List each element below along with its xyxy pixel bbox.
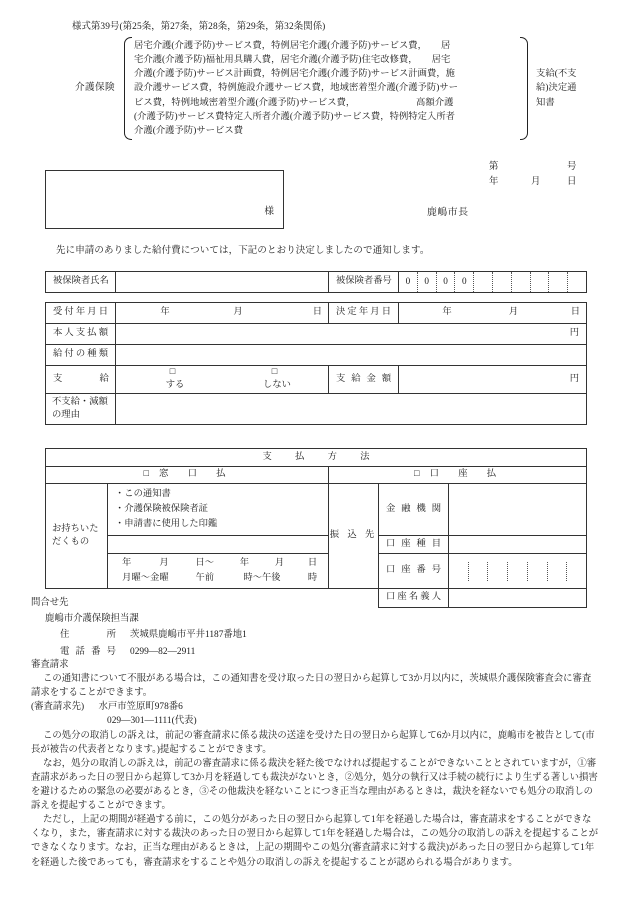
contact-address-value: 茨城県鹿嶋市平井1187番地1: [130, 630, 247, 641]
payment-options: [116, 366, 329, 394]
payment-method-header-row: [46, 449, 587, 467]
appeal-destination-label: (審査請求先): [31, 702, 85, 713]
appeal-paragraph-3: なお，処分の取消しの訴えは，前記の審査請求に係る裁決を経た後でなければ提起することができないこととされていますが，①審査請求があった日の翌日から起算して3か月を経過しても裁決がないとき，②処分，処分の執行又は手続の続行により生ずる著しい損害を避けるための緊急の必要があるとき，③その他裁決を経ないことにつき正当な理由があるときは，裁決を経ないでも処分の取消しの訴えを提起することができます。: [31, 758, 598, 812]
account-number-cell[interactable]: [488, 562, 508, 581]
contact-department: 鹿嶋市介護保険担当課: [45, 614, 139, 625]
appeal-section: [31, 658, 599, 870]
insurance-type-label: 介護保険: [75, 82, 115, 94]
benefit-type-label: 給付の種類: [46, 345, 116, 366]
account-number-cell[interactable]: [469, 562, 489, 581]
account-number-cell[interactable]: [548, 562, 568, 581]
checkbox-icon[interactable]: □: [271, 367, 278, 377]
transfer-destination-label: 振 込 先: [329, 484, 379, 589]
period-month-1: 月: [159, 558, 169, 569]
insured-number-cell[interactable]: [549, 272, 568, 292]
document-title: [528, 67, 588, 109]
benefit-line: 居宅介護(介護予防)サービス費，特例居宅介護(介護予防)サービス費， 居: [134, 41, 451, 51]
table-row-payment: [46, 366, 587, 394]
account-number-cells[interactable]: [449, 554, 587, 589]
receipt-date-year: 年: [160, 307, 170, 318]
account-number-cell[interactable]: [567, 562, 586, 581]
account-number-cell[interactable]: [449, 562, 469, 581]
insured-number-label: 被保険者番号: [329, 272, 399, 293]
payment-amount-unit: 円: [569, 373, 579, 384]
benefit-types-text: [134, 39, 519, 138]
date-day-label: 日: [567, 176, 577, 187]
contact-phone-label: 電話番号: [60, 646, 116, 657]
contact-section: [31, 595, 247, 660]
table-row-benefit-type: [46, 345, 587, 366]
date-year-label: 年: [489, 176, 499, 187]
insured-number-cells[interactable]: [399, 272, 587, 293]
payment-method-options-row: [46, 467, 587, 484]
payment-option-no-label: しない: [263, 380, 291, 391]
period-month-2: 月: [274, 558, 285, 569]
decision-date-month: 月: [508, 307, 519, 318]
payment-period-line1: [108, 556, 328, 571]
bring-items-label: [46, 484, 108, 589]
table-row-insured: [46, 272, 587, 293]
document-number-row: [489, 160, 593, 175]
table-row-bring-items: [46, 484, 587, 536]
appeal-destination-phone: 029—301—1111(代表): [107, 716, 197, 727]
account-number-label: 口 座 番 号: [379, 554, 449, 589]
period-year-2: 年: [239, 558, 250, 569]
benefit-types-brace: [124, 36, 528, 141]
document-title-line: 給)決定通: [536, 83, 577, 94]
self-payment-value[interactable]: [116, 324, 587, 345]
document-title-line: 知書: [536, 97, 555, 108]
bring-item: ・介護保険被保険者証: [115, 504, 208, 515]
table-row-period: [46, 554, 587, 589]
contact-heading: 問合せ先: [31, 598, 69, 608]
document-number-prefix: 第: [489, 162, 499, 172]
self-payment-unit: 円: [569, 328, 579, 339]
period-am: 午前: [195, 573, 215, 584]
receipt-date-day: 日: [312, 307, 322, 318]
issuer-name: 鹿嶋市長: [427, 207, 469, 218]
bring-items-label-line2: だくもの: [52, 536, 90, 547]
account-type-label: 口 座 種 目: [379, 536, 449, 554]
document-title-line: 支給(不支: [536, 69, 577, 80]
document-date-row: [489, 175, 593, 190]
appeal-destination-row: [31, 700, 599, 714]
table-row-self-payment: [46, 324, 587, 345]
payment-place-value[interactable]: [108, 536, 329, 554]
document-number-value: [531, 160, 567, 175]
reason-label: [46, 393, 116, 424]
account-number-cell[interactable]: [528, 562, 548, 581]
insured-name-value[interactable]: [116, 272, 329, 293]
insured-number-cell[interactable]: [568, 272, 586, 292]
contact-phone-value: 0299—82—2911: [130, 646, 196, 657]
payment-method-header: 支 払 方 法: [46, 449, 587, 467]
checkbox-icon[interactable]: □: [143, 469, 155, 480]
payment-label: 支 給: [46, 366, 116, 394]
insured-number-cell[interactable]: 0: [418, 272, 437, 292]
appeal-heading: 審査請求: [31, 660, 69, 670]
counter-payment-option[interactable]: [46, 467, 329, 484]
benefit-line: 介護(介護予防)サービス費: [134, 125, 244, 136]
addressee-box[interactable]: [45, 170, 284, 229]
reason-value[interactable]: [116, 393, 587, 424]
checkbox-icon[interactable]: □: [169, 367, 176, 377]
account-holder-label: 口座名義人: [379, 588, 449, 607]
insured-number-cell[interactable]: 0: [437, 272, 456, 292]
period-day-2: 日: [307, 558, 318, 569]
addressee-honorific: 様: [264, 206, 274, 218]
period-to-pm: 時～午後: [243, 573, 281, 584]
payment-period-value[interactable]: [108, 554, 329, 589]
appeal-paragraph-2: この処分の取消しの訴えは，前記の審査請求に係る裁決の送達を受けた日の翌日から起算して6か月以内に，鹿嶋市を被告として(市長が被告の代表者となります。)提起することができます。: [31, 730, 595, 755]
document-meta: [489, 160, 593, 189]
bank-label: 金 融 機 関: [379, 484, 449, 536]
decision-date-value[interactable]: [399, 303, 587, 324]
self-payment-label: 本人支払額: [46, 324, 116, 345]
payment-amount-value[interactable]: [399, 366, 587, 394]
form-number: 様式第39号(第25条，第27条，第28条，第29条，第32条関係): [72, 22, 326, 32]
period-year-1: 年: [122, 558, 132, 569]
receipt-date-month: 月: [233, 307, 243, 318]
decision-date-day: 日: [570, 307, 580, 318]
benefit-line: 設介護サービス費，特例施設介護サービス費，地域密着型介護(介護予防)サー: [134, 83, 459, 94]
checkbox-icon[interactable]: □: [413, 469, 425, 480]
appeal-destination-address: 水戸市笠原町978番6: [98, 702, 183, 713]
appeal-paragraph-4: ただし，上記の期間が経過する前に，この処分があった日の翌日から起算して1年を経過した場合は，審査請求をすることができなくなり，また，審査請求に対する裁決のあった日の翌日から起算して1年を経過した場合は，この処分の取消しの訴えを提起することができなくなります。なお，正当な理由があるときは，上記の期間やこの処分(審査請求に対する裁決)があった日の翌日から起算して1年を経過した後であっても，審査請求をすることや処分の取消しの訴えを提起することが認められる場合があります。: [31, 815, 599, 868]
counter-payment-label: 窓 口 払: [159, 469, 231, 480]
transfer-payment-option[interactable]: [329, 467, 587, 484]
receipt-date-label: 受付年月日: [46, 303, 116, 324]
bring-item: ・この通知書: [115, 489, 171, 499]
benefit-line: 介護(介護予防)サービス計画費，特例居宅介護(介護予防)サービス計画費，施: [134, 69, 456, 80]
receipt-date-value[interactable]: [116, 303, 329, 324]
transfer-payment-label: 口 座 払: [429, 469, 502, 480]
dates-amounts-table: [45, 302, 587, 425]
account-type-value[interactable]: [449, 536, 587, 554]
reason-label-line2: の理由: [52, 409, 80, 420]
insured-number-cell[interactable]: 0: [399, 272, 418, 292]
insured-number-cell[interactable]: 0: [455, 272, 474, 292]
payment-method-table: [45, 448, 587, 608]
bank-value[interactable]: [449, 484, 587, 536]
period-weekdays: 月曜～金曜: [122, 573, 169, 584]
account-number-cell[interactable]: [508, 562, 528, 581]
table-row-place: [46, 536, 587, 554]
benefit-type-value[interactable]: [116, 345, 587, 366]
benefit-line: (介護予防)サービス費特定入所者介護(介護予防)サービス費，特例特定入所者: [134, 111, 456, 122]
appeal-paragraph-1: この通知書について不服がある場合は，この通知書を受け取った日の翌日から起算して3か月以内に，茨城県介護保険審査会に審査請求をすることができます。: [31, 674, 592, 699]
account-number-cell-group: [449, 562, 586, 581]
decision-table: [45, 271, 587, 293]
table-row-dates: [46, 303, 587, 324]
document-number-suffix: 号: [567, 162, 577, 172]
benefit-line: ビス費，特例地域密着型介護(介護予防)サービス費， 高額介護: [134, 97, 454, 108]
bring-items-label-line1: お持ちいた: [52, 524, 99, 535]
payment-amount-label: 支 給 金 額: [329, 366, 399, 394]
contact-address-label: 住 所: [60, 630, 116, 641]
date-month-label: 月: [531, 176, 541, 187]
payment-option-no[interactable]: [226, 366, 328, 393]
insured-number-cell[interactable]: [512, 272, 531, 292]
payment-option-yes-label: する: [165, 380, 185, 391]
lead-sentence: 先に申請のありました給付費については，下記のとおり決定しましたので通知します。: [56, 246, 430, 256]
payment-period-line2: [108, 571, 328, 586]
insured-number-cell[interactable]: [531, 272, 550, 292]
insured-name-label: 被保険者氏名: [46, 272, 116, 293]
benefit-line: 宅介護(介護予防)福祉用具購入費，居宅介護(介護予防)住宅改修費， 居宅: [134, 55, 451, 66]
account-holder-value[interactable]: [449, 588, 587, 607]
bring-items-list: [108, 484, 329, 536]
decision-date-label: 決定年月日: [329, 303, 399, 324]
insured-number-cell[interactable]: [474, 272, 493, 292]
period-day-1: 日～: [195, 558, 215, 569]
period-hour: 時: [307, 573, 318, 584]
payment-option-yes[interactable]: [124, 366, 226, 393]
insured-number-cell-group: [399, 272, 586, 292]
title-block: [32, 36, 598, 141]
insured-number-cell[interactable]: [493, 272, 512, 292]
table-row-reason: [46, 393, 587, 424]
reason-label-line1: 不支給・減額: [52, 397, 108, 408]
bring-item: ・申請書に使用した印鑑: [115, 519, 218, 530]
decision-date-year: 年: [442, 307, 452, 318]
contact-address-row: [60, 627, 247, 643]
